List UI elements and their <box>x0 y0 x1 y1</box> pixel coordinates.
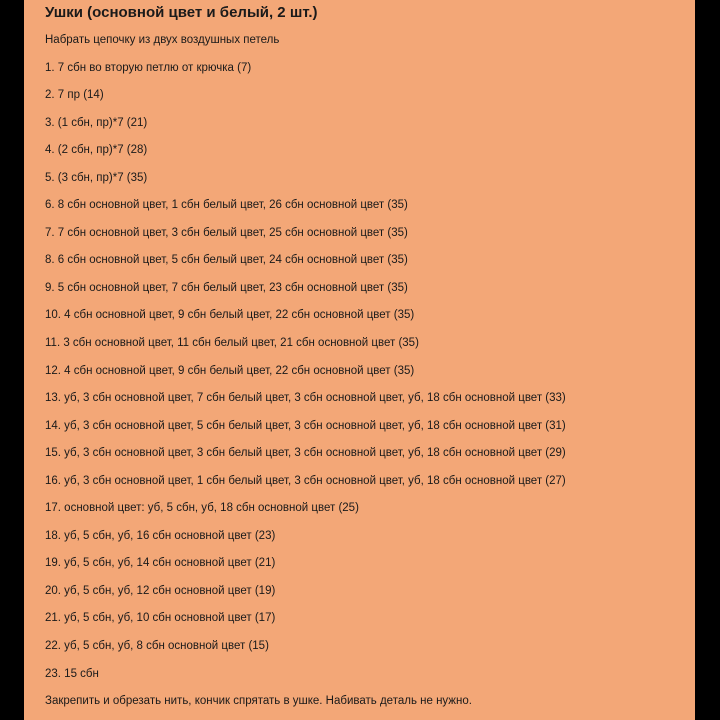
instruction-row: 13. уб, 3 сбн основной цвет, 7 сбн белый цвет, 3 сбн основной цвет, уб, 18 сбн основной цвет (33) <box>45 392 566 405</box>
instruction-row: 10. 4 сбн основной цвет, 9 сбн белый цвет, 22 сбн основной цвет (35) <box>45 309 415 322</box>
instruction-row: 23. 15 сбн <box>45 667 99 680</box>
instruction-row: 22. уб, 5 сбн, уб, 8 сбн основной цвет (15) <box>45 640 269 653</box>
document-page <box>24 0 695 720</box>
instruction-row: 15. уб, 3 сбн основной цвет, 3 сбн белый цвет, 3 сбн основной цвет, уб, 18 сбн основной цвет (29) <box>45 447 566 460</box>
instruction-row: 21. уб, 5 сбн, уб, 10 сбн основной цвет (17) <box>45 612 276 625</box>
instruction-row: 2. 7 пр (14) <box>45 89 104 102</box>
instruction-row: 14. уб, 3 сбн основной цвет, 5 сбн белый цвет, 3 сбн основной цвет, уб, 18 сбн основной цвет (31) <box>45 419 566 432</box>
intro-text: Набрать цепочку из двух воздушных петель <box>45 34 280 46</box>
document-content <box>45 3 687 720</box>
rows-list <box>45 61 687 695</box>
instruction-row: 6. 8 сбн основной цвет, 1 сбн белый цвет, 26 сбн основной цвет (35) <box>45 199 408 212</box>
instruction-row: 17. основной цвет: уб, 5 сбн, уб, 18 сбн основной цвет (25) <box>45 502 359 515</box>
instruction-row: 18. уб, 5 сбн, уб, 16 сбн основной цвет (23) <box>45 529 276 542</box>
instruction-row: 8. 6 сбн основной цвет, 5 сбн белый цвет, 24 сбн основной цвет (35) <box>45 254 408 267</box>
instruction-row: 16. уб, 3 сбн основной цвет, 1 сбн белый цвет, 3 сбн основной цвет, уб, 18 сбн основной цвет (27) <box>45 474 566 487</box>
instruction-row: 19. уб, 5 сбн, уб, 14 сбн основной цвет (21) <box>45 557 276 570</box>
instruction-row: 12. 4 сбн основной цвет, 9 сбн белый цвет, 22 сбн основной цвет (35) <box>45 364 415 377</box>
instruction-row: 11. 3 сбн основной цвет, 11 сбн белый цвет, 21 сбн основной цвет (35) <box>45 337 419 350</box>
footer-text: Закрепить и обрезать нить, кончик спрятать в ушке. Набивать деталь не нужно. <box>45 695 472 708</box>
instruction-row: 9. 5 сбн основной цвет, 7 сбн белый цвет, 23 сбн основной цвет (35) <box>45 281 408 294</box>
instruction-row: 7. 7 сбн основной цвет, 3 сбн белый цвет, 25 сбн основной цвет (35) <box>45 226 408 239</box>
instruction-row: 1. 7 сбн во вторую петлю от крючка (7) <box>45 61 252 74</box>
instruction-row: 5. (3 сбн, пр)*7 (35) <box>45 171 148 184</box>
instruction-row: 4. (2 сбн, пр)*7 (28) <box>45 144 148 157</box>
instruction-row: 20. уб, 5 сбн, уб, 12 сбн основной цвет (19) <box>45 584 276 597</box>
instruction-row: 3. (1 сбн, пр)*7 (21) <box>45 116 148 129</box>
page-title: Ушки (основной цвет и белый, 2 шт.) <box>45 4 318 21</box>
